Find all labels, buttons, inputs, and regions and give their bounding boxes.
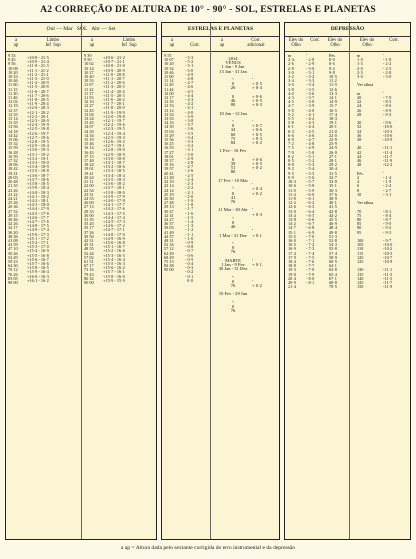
stars-header: ESTRELAS E PLANETAS [187,26,254,32]
sun-header-sol: SOL [76,26,88,32]
dip-colhead-rule [285,51,410,52]
stars-corrections: - 5·3 - 5·2 - 5·1 - 5·0 - 4·9 - 4·8 - 4·7 - 4·6 - 4·5 - 4·4 - 4·3 - 4·2 - 4·1 - 4·0 - 3·9 - 3·8 - 3·7 - 3·6 - 3·5 - 3·4 - 3·3 - 3·2 - 3·1 - 3·0 - 2·9 - 2·8 - 2·7 - 2·6 - 2·5 - 2·4 - 2·3 - 2·2 - 2·1 - 2·0 - 1·9 - 1·8 - 1·7 - 1·6 - 1·5 - 1·4 - 1·3 - 1·2 - 1·1 - 1·0 - 0·9 - 0·8 - 0·7 - 0·6 - 0·5 - 0·4 - 0·3 - 0·2 - 0·1 0·0 [185,55,194,283]
sun-divider [81,23,82,539]
sun-header-out: Out — Mar [46,26,73,32]
sun-header-abr: Abr — Set [91,26,116,32]
sun-col-limbo-left: Limbo Inf Sup [45,38,61,49]
dip-col-elev-2: Elev do Olho [359,38,375,49]
stars-header-rule [162,36,279,37]
dip-corrections-2: ' - 1·8 - 2·2 - 2·5 - 2·8 - 3·0 ' - 7·9 - 8·3 - 8·6 - 8·9 - 9·3 - 9·6 -10·0 -10·3 -10·6 -10·9 -11·1 -11·4 -11·7 -11·9 -12·2 ' - 1·4 - 1·9 - 2·4 - 2·7 - 3·1 - 8·1 - 8·4 - 8·7 - 9·0 - 9·2 - 9·5 - 9·7 -10·0 -10·2 -10·5 -10·7 -10·9 -11·1 -11·3 -11·5 -11·7 -11·9 [383,53,393,290]
dip-corrections: ' - 2·8 - 2·9 - 3·0 - 3·1 - 3·2 - 3·3 - 3·4 - 3·5 - 3·6 - 3·7 - 3·8 - 3·9 - 4·0 - 4·1 - 4·2 - 4·3 - 4·4 - 4·5 - 4·6 - 4·7 - 4·8 - 4·9 - 5·0 - 5·1 - 5·2 - 5·3 - 5·4 - 5·5 - 5·6 - 5·7 - 5·8 - 5·9 - 6·0 - 6·1 - 6·2 - 6·3 - 6·4 - 6·5 - 6·6 - 6·7 - 6·8 - 6·9 - 7·0 - 7·1 - 7·2 - 7·3 - 7·4 - 7·5 - 7·6 - 7·7 - 7·8 - 7·9 - 8·0 - 8·1 [306,53,315,285]
dip-col-elev-ft: Elev do Olho [327,38,343,49]
stars-col-a: a ap [169,38,175,49]
sun-table [5,22,157,540]
stars-altitudes: 9 55 10 07 10 20 10 32 10 46 11 00 11 14 11 29 11 44 12 00 12 17 12 35 12 53 13 12 13 32 13 53 14 16 14 39 15 03 15 29 15 56 16 25 16 55 17 27 18 01 18 37 19 16 19 57 20 41 21 28 22 19 23 14 24 14 25 19 26 30 27 48 29 13 30 47 32 31 34 27 36 37 39 03 41 49 44 57 48 31 52 34 57 12 62 29 68 29 75 13 82 38 90 00 [164,53,174,273]
stars-divider [210,23,211,539]
stars-planets-table [161,22,280,540]
dip-table [284,22,411,540]
dip-heights-2: m 1·0 1·5 2·0 2·5 3·0 Ver tábua m 20 22 24 26 28 30 32 34 36 38 40 42 44 46 48 Pés 2 4 6 8 10 Ver tábua 70 75 80 85 90 95 100 105 110 115 120 125 130 135 140 145 150 [357,53,374,290]
planets-additional-corrections: ' + 0·5 + 0·4 + 0·6 + 0·5 + 0·3 ' + 0·7 + 0·6 + 0·5 + 0·3 + 0·2 + 0·6 + 0·5 + 0·2 ' + 0·4 + 0·2 ' + 0·3 ' + 0·1 ' + 0·1 ' + 0·2 [252,77,262,288]
planets-dates-altitudes: 2014 VÉNUS 1 Jan - 9 Jan 13 Jan - 31 Jan ° 0 26 0 46 80 10 Jan - 12 Jan ° 0 34 60 75 84 1 Fev - 16 Fev 0 39 51 80 17 Fev - 10 Mar ° 0 41 76 11 Mar - 30 Abr ° 0 46 1 Mai - 31 Dez ° 0 76 MARTE 1 Jan - 9 Fev 30 Jan - 31 Dez ° 0 76 10 Fev - 29 Jun ° 0 76 [218,56,248,314]
dip-heights-ft: Pés 8·0 8·6 9·2 9·8 10·5 11·2 11·9 12·6 13·3 14·1 14·9 15·7 16·5 17·4 18·3 19·1 20·1 21·0 22·0 22·9 23·9 24·9 26·0 27·1 28·1 29·2 30·4 31·5 32·7 33·9 35·1 36·3 37·6 38·9 40·1 41·5 42·8 44·2 45·5 46·9 48·4 49·8 51·3 52·8 54·3 55·8 57·4 58·9 60·5 62·1 63·8 65·4 67·1 68·8 70·5 [329,53,337,290]
sun-col-a-left: a ap [13,38,19,49]
dip-col-elev-m: Elev do Olho [288,38,304,49]
sun-col-a-right: a ap [89,38,95,49]
stars-colhead-rule [162,51,279,52]
footnote: a ap = Altura dada pelo sextante corrigida do erro instrumental e da depressão [120,545,296,551]
sun-left-altitudes: 9 33 9 45 9 56 10 08 10 20 10 33 10 46 11 00 11 15 11 30 11 46 12 02 12 19 12 37 12 55 13 14 13 35 13 56 14 18 14 42 15 06 15 32 15 59 16 28 16 59 17 32 18 06 18 42 19 21 20 03 20 48 21 35 22 26 23 22 24 21 25 26 26 36 27 52 29 15 30 46 32 26 34 17 36 20 38 36 41 08 43 59 47 10 50 46 54 49 59 23 64 30 70 12 76 26 83 05 90 00 [8,53,18,285]
stars-col-a2: a ap [219,38,225,49]
sun-left-limbo: +10·8 - 21·5 +10·9 - 21·4 +11·0 - 21·3 +11·1 - 21·2 +11·2 - 21·1 +11·3 - 21·0 +11·4 - 20·9 +11·5 - 20·8 +11·6 - 20·7 +11·7 - 20·6 +11·8 - 20·5 +11·9 - 20·4 +12·0 - 20·3 +12·1 - 20·2 +12·2 - 20·1 +12·3 - 20·0 +12·4 - 19·9 +12·5 - 19·8 +12·6 - 19·7 +12·7 - 19·6 +12·8 - 19·5 +12·9 - 19·4 +13·0 - 19·3 +13·1 - 19·2 +13·2 - 19·1 +13·3 - 19·0 +13·4 - 18·9 +13·5 - 18·8 +13·6 - 18·7 +13·7 - 18·6 +13·8 - 18·5 +13·9 - 18·4 +14·0 - 18·3 +14·1 - 18·2 +14·2 - 18·1 +14·3 - 18·0 +14·4 - 17·9 +14·5 - 17·8 +14·6 - 17·7 +14·7 - 17·6 +14·8 - 17·5 +14·9 - 17·4 +15·0 - 17·3 +15·1 - 17·2 +15·2 - 17·1 +15·3 - 17·0 +15·4 - 16·9 +15·5 - 16·8 +15·6 - 16·7 +15·7 - 16·6 +15·8 - 16·5 +15·9 - 16·4 +16·0 - 16·3 +16·1 - 16·2 [27,55,49,283]
dip-col-corr-2: Corr. [389,38,399,43]
sun-right-altitudes: 9 39 9 50 10 02 10 14 10 27 10 40 10 53 11 07 11 22 11 37 11 53 12 10 12 27 12 45 13 04 13 24 13 45 14 07 14 30 14 54 15 19 15 46 16 14 16 43 17 15 17 48 18 24 19 01 19 41 20 24 21 11 22 00 22 54 23 51 24 53 26 00 27 13 28 33 30 00 31 35 33 20 35 17 37 26 39 50 42 31 45 31 48 55 52 44 57 02 61 51 67 17 73 16 79 43 86 32 90 00 [84,53,94,285]
dip-header-rule [285,36,410,37]
dip-header: DEPRESSÃO [330,26,365,32]
sun-col-limbo-right: Limbo Inf Sup [121,38,137,49]
stars-col-corr-adicional: Corr. adicional [247,38,265,49]
dip-col-corr: Corr. [310,38,320,43]
dip-divider [349,23,350,539]
stars-col-corr: Corr. [190,43,200,49]
sun-right-limbo: +10·6 - 21·2 +10·7 - 21·1 +10·8 - 21·0 +10·9 - 20·9 +11·0 - 20·8 +11·1 - 20·7 +11·2 - 20·6 +11·3 - 20·5 +11·4 - 20·4 +11·5 - 20·3 +11·6 - 20·2 +11·7 - 20·1 +11·8 - 20·0 +11·9 - 19·9 +12·0 - 19·8 +12·1 - 19·7 +12·2 - 19·6 +12·3 - 19·5 +12·4 - 19·4 +12·5 - 19·3 +12·6 - 19·2 +12·7 - 19·1 +12·8 - 19·0 +12·9 - 18·9 +13·0 - 18·8 +13·1 - 18·7 +13·2 - 18·6 +13·3 - 18·5 +13·4 - 18·4 +13·5 - 18·3 +13·6 - 18·2 +13·7 - 18·1 +13·8 - 18·0 +13·9 - 17·9 +14·0 - 17·8 +14·1 - 17·7 +14·2 - 17·6 +14·3 - 17·5 +14·4 - 17·4 +14·5 - 17·3 +14·6 - 17·2 +14·7 - 17·1 +14·8 - 17·0 +14·9 - 16·9 +15·0 - 16·8 +15·1 - 16·7 +15·2 - 16·6 +15·3 - 16·5 +15·4 - 16·4 +15·5 - 16·3 +15·6 - 16·2 +15·7 - 16·1 +15·8 - 16·0 +15·9 - 15·9 [103,55,125,283]
dip-heights-m: m 2·4 2·6 2·8 3·0 3·2 3·4 3·6 3·8 4·0 4·3 4·5 4·7 5·0 5·2 5·5 5·8 6·1 6·3 6·6 6·9 7·2 7·5 7·9 8·2 8·5 8·8 9·2 9·5 9·9 10·3 10·6 11·0 11·4 11·8 12·2 12·6 13·0 13·4 13·8 14·2 14·7 15·1 15·5 16·0 16·5 16·9 17·4 17·9 18·4 18·8 19·3 19·8 20·4 20·9 21·4 [288,53,296,290]
page-title: A2 CORREÇÃO DE ALTURA DE 10° - 90° - SOL, ESTRELAS E PLANETAS [40,4,376,15]
